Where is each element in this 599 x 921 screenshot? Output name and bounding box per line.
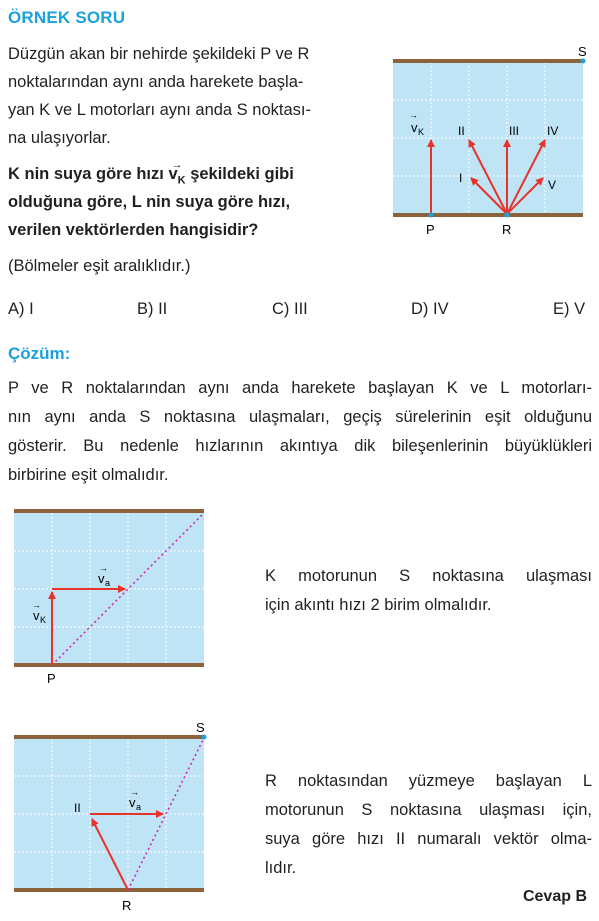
question-line-2: noktalarından aynı anda harekete başla- [8,73,304,91]
option-d[interactable]: D) IV [411,300,449,318]
vk-arrow-icon: → [32,600,41,610]
label-IV: IV [547,124,559,138]
solution-line-1: P ve R noktalarından aynı anda harekete başlayan K ve L motorları- [8,379,592,397]
answer-label: Cevap B [522,888,587,905]
river-figure-k [8,504,213,686]
question-bold-text-b: şekildeki gibi [190,165,294,183]
solution-paragraph [8,374,592,490]
text-k-line-2: için akıntı hızı 2 birim olmalıdır. [265,596,492,614]
question-line-4: na ulaşıyorlar. [8,129,111,147]
label-R: R [502,222,512,237]
text-l-line-4: lıdır. [265,859,297,877]
solution-heading: Çözüm: [8,344,71,363]
solution-line-3: gösterir. Bu nedenle hızlarının akıntıya dik bileşenlerinin büyüklükleri [8,437,592,455]
bottom-bank [393,213,583,217]
top-bank [393,59,583,63]
label-vk-sub: K [40,615,47,625]
label-II: II [458,124,465,138]
text-k-line-1: K motorunun S noktasına ulaşması [265,567,592,585]
vk-symbol: → $v_K$ [168,160,185,194]
text-l-line-3: suya göre hızı II numaralı vektör olma- [265,830,592,848]
label-P: P [47,671,56,686]
label-va: v [98,571,105,586]
top-bank [14,735,204,739]
label-V: V [548,178,557,192]
label-P: P [426,222,435,237]
question-bold-line-2: olduğuna göre, L nin suya göre hızı, [8,193,291,211]
label-vk: v [33,608,40,623]
point-S [581,59,586,64]
label-S: S [578,44,587,59]
example-title: ÖRNEK SORU [8,8,126,27]
label-III: III [509,124,520,138]
label-I: I [459,171,463,185]
bottom-bank [14,663,204,667]
option-a[interactable]: A) I [8,300,34,318]
va-arrow-icon: → [130,787,139,797]
label-R: R [122,898,132,913]
option-c[interactable]: C) III [272,300,308,318]
question-line-1: Düzgün akan bir nehirde şekildeki P ve R [8,45,310,63]
point-P [429,213,434,218]
solution-text-k [265,562,592,620]
label-vk: v [411,120,418,135]
river-figure-question [385,40,595,240]
text-l-line-1: R noktasından yüzmeye başlayan L [265,772,592,790]
question-bold-text-a: K nin suya göre hızı [8,165,164,183]
option-e[interactable]: E) V [553,300,586,318]
question-bold-line-3: verilen vektörlerden hangisidir? [8,221,259,239]
label-S: S [196,720,205,735]
question-line-3: yan K ve L motorları aynı anda S noktası- [8,101,311,119]
vk-arrow-icon: → [409,110,418,120]
bottom-bank [14,888,204,892]
label-va: v [129,795,136,810]
question-note: (Bölmeler eşit aralıklıdır.) [8,257,191,275]
label-vk-sub: K [418,127,425,137]
solution-text-l [265,767,592,883]
solution-line-4: birbirine eşit olmalıdır. [8,466,169,484]
text-l-line-2: motorunun S noktasına ulaşması için, [265,801,592,819]
va-arrow-icon: → [99,563,108,573]
point-S [202,735,207,740]
point-R [505,213,510,218]
option-b[interactable]: B) II [137,300,168,318]
river-figure-l [8,720,213,916]
label-va-sub: a [105,578,111,588]
label-va-sub: a [136,802,142,812]
label-II: II [74,801,81,815]
solution-line-2: nın aynı anda S noktasına ulaşmaları, geçiş sürelerinin eşit olduğunu [8,408,592,426]
vector-arrow-icon: → [171,159,183,171]
top-bank [14,509,204,513]
